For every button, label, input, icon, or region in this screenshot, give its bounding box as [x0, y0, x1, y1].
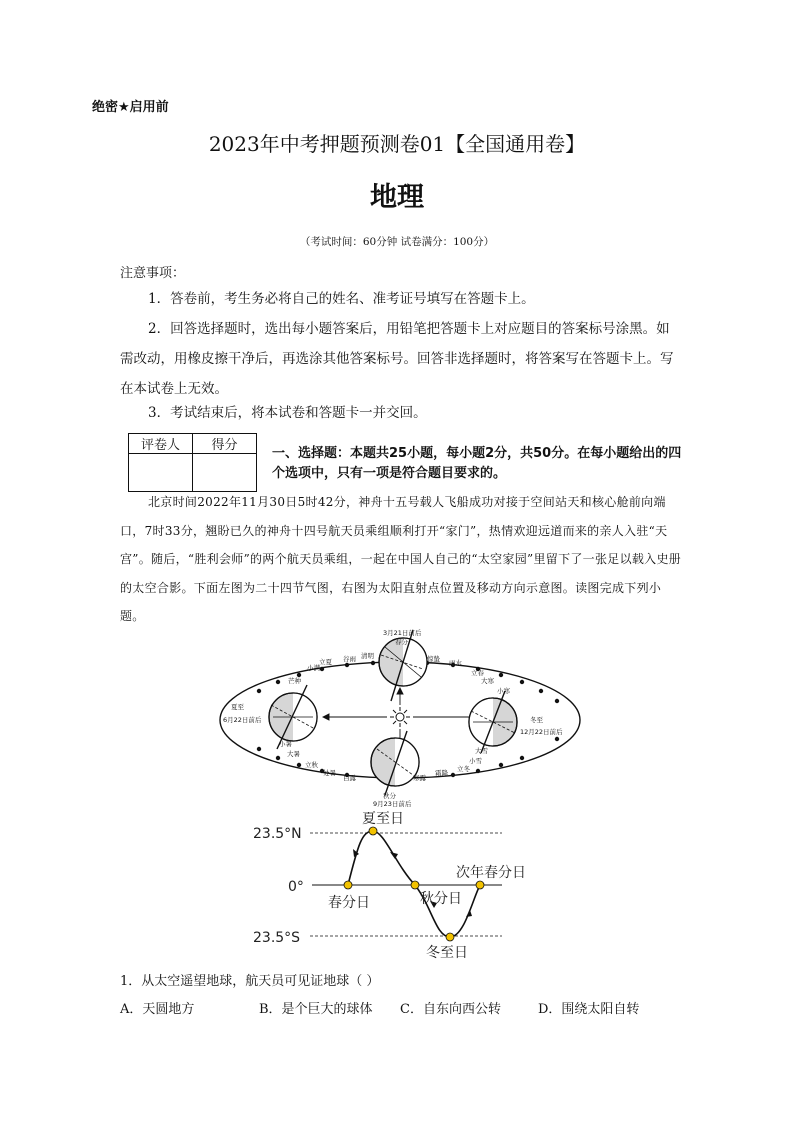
label-daxue: 大雪: [475, 747, 488, 755]
label-chushu: 处暑: [323, 769, 336, 777]
sun-icon-spring: [344, 881, 352, 889]
label-qingming: 清明: [361, 652, 374, 660]
note-item-1: 1．答卷前，考生务必将自己的姓名、准考证号填写在答题卡上。: [148, 291, 535, 307]
exam-info: （考试时间：60分钟 试卷满分：100分）: [299, 236, 495, 248]
earth-summer-globe: [269, 685, 317, 749]
sun-direct-point-diagram: [250, 805, 550, 965]
score-table-header-grader: 评卷人: [129, 434, 193, 454]
label-lat-n: 23.5°N: [253, 826, 302, 842]
label-winter: 冬至: [530, 716, 543, 724]
label-shuangjiang: 霜降: [435, 769, 448, 777]
subject-title: 地理: [370, 182, 424, 213]
label-lichun: 立春: [471, 669, 484, 677]
label-lat-s: 23.5°S: [253, 930, 301, 946]
reading-passage: 北京时间2022年11月30日5时42分，神舟十五号载人飞船成功对接于空间站天和核心舱前向端口，7时33分，翘盼已久的神舟十四号航天员乘组顺利打开“家门”，热情欢迎远道而来的亲人入驻“天宫”。随后，“胜利会师”的两个航天员乘组，一起在中国人自己的“太空家园”里留下了一张足以载入史册的太空合影。下面左图为二十四节气图，右图为太阳直射点位置及移动方向示意图。读图完成下列小题。: [120, 495, 682, 623]
label-winter-solstice: 冬至日: [426, 945, 468, 961]
label-summer-date: 6月22日前后: [223, 716, 262, 724]
label-xiaoman: 小满: [307, 664, 320, 672]
label-next-spring: 次年春分日: [456, 865, 526, 881]
score-table: [128, 433, 257, 492]
earth-autumn-globe: [371, 731, 419, 795]
sun-markers: [344, 827, 484, 941]
notes-title: 注意事项：: [120, 266, 186, 281]
label-spring-equinox: 春分日: [328, 895, 370, 911]
secret-label: 绝密★启用前: [92, 100, 169, 115]
sun-icon-autumn: [411, 881, 419, 889]
option-b[interactable]: B．是个巨大的球体: [259, 1002, 373, 1017]
solar-terms-orbit-diagram: [195, 625, 595, 810]
label-liqiu: 立秋: [305, 761, 318, 769]
label-mangzhong: 芒种: [288, 677, 301, 685]
option-c[interactable]: C．自东向西公转: [400, 1002, 501, 1017]
label-guyu: 谷雨: [343, 655, 356, 663]
label-dashu: 大暑: [287, 750, 300, 758]
score-table-cell-grader: [129, 454, 193, 492]
section-heading: 一、选择题：本题共25小题，每小题2分，共50分。在每小题给出的四个选项中，只有一项是符合题目要求的。: [272, 446, 682, 481]
question-1-stem: 1．从太空遥望地球，航天员可见证地球（ ）: [120, 974, 380, 989]
label-bailu: 白露: [343, 774, 356, 782]
label-winter-date: 12月22日前后: [520, 728, 563, 736]
sun-icon-summer: [369, 827, 377, 835]
score-table-header-score: 得分: [193, 434, 257, 454]
note-item-2: 2．回答选择题时，选出每小题答案后，用铅笔把答题卡上对应题目的答案标号涂黑。如需改动，用橡皮擦干净后，再选涂其他答案标号。回答非选择题时，将答案写在答题卡上。写在本试卷上无效。: [120, 321, 674, 397]
sun-icon: [390, 707, 410, 727]
label-xiaohan: 小寒: [497, 687, 510, 695]
label-autumn-equinox: 秋分日: [420, 891, 462, 907]
label-hanlu: 寒露: [413, 774, 426, 782]
label-autumn-date: 9月23日前后: [373, 800, 412, 808]
label-xiaoshu: 小暑: [279, 740, 292, 748]
paper-title: 2023年中考押题预测卷01【全国通用卷】: [208, 132, 586, 156]
label-dahan: 大寒: [481, 677, 494, 685]
label-lat-0: 0°: [288, 879, 304, 895]
option-d[interactable]: D．围绕太阳自转: [538, 1002, 640, 1017]
label-lixia: 立夏: [319, 658, 332, 666]
label-jingzhe: 惊蛰: [427, 655, 440, 663]
note-item-3: 3．考试结束后，将本试卷和答题卡一并交回。: [148, 405, 427, 421]
label-yushui: 雨水: [449, 659, 462, 667]
sun-icon-next-spring: [476, 881, 484, 889]
label-summer: 夏至: [231, 703, 244, 711]
label-spring: 春分: [395, 638, 408, 646]
label-summer-solstice: 夏至日: [362, 811, 404, 827]
label-autumn: 秋分: [383, 792, 396, 800]
sun-diagram-labels: [253, 811, 526, 961]
sun-icon-winter: [446, 933, 454, 941]
score-table-cell-score: [193, 454, 257, 492]
label-xiaoxue: 小雪: [469, 757, 482, 765]
earth-winter-globe: [469, 691, 517, 753]
option-a[interactable]: A．天圆地方: [120, 1002, 195, 1017]
label-spring-date: 3月21日前后: [383, 629, 422, 637]
label-lidong: 立冬: [457, 765, 470, 773]
